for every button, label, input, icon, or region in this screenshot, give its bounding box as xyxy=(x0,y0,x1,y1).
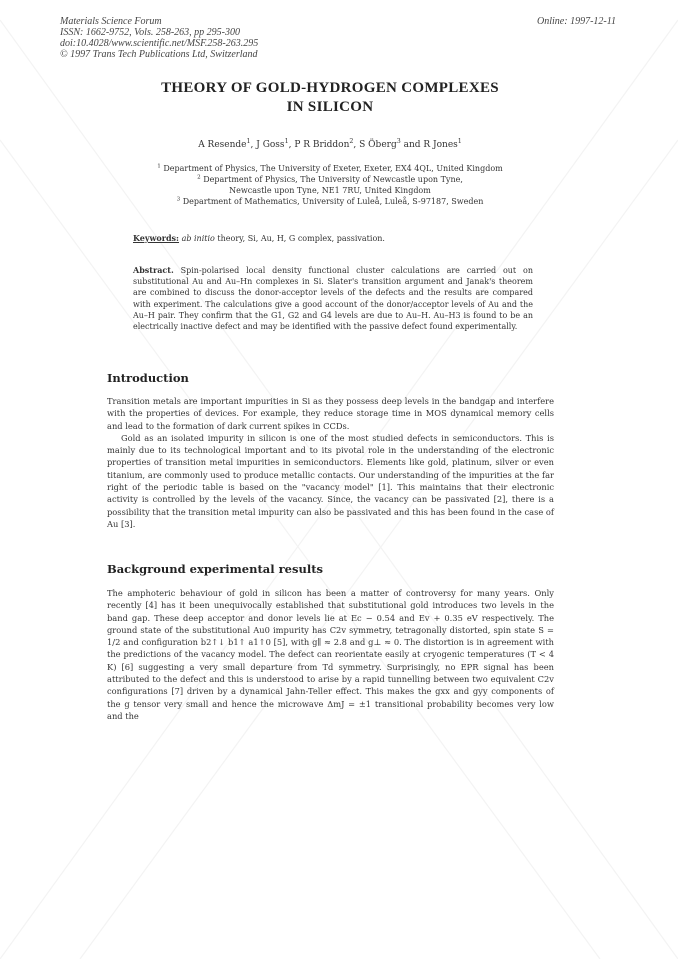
author-affiliation-mark: 2 xyxy=(349,138,354,145)
abstract-label: Abstract. xyxy=(133,265,174,275)
title-line-2: IN SILICON xyxy=(286,99,374,115)
keywords-label: Keywords: xyxy=(133,233,180,243)
author-affiliation-mark: 3 xyxy=(396,138,401,145)
author: P R Briddon xyxy=(294,140,350,150)
abstract-text: Spin-polarised local density functional cluster calculations are carried out on substitutional Au and Au–Hn complexes in Si. Slater's transition argument and Janak's theorem are combined to discuss the donor-acceptor levels of the defects and the results are compared with experiment. The calculations give a good account of the donor/acceptor levels of Au and the Au–H pair. They confirm that the G1, G2 and G4 levels are due to Au–H. Au–H3 is found to be an electrically inactive defect and may be identified with the passive defect found experimentally. xyxy=(133,266,533,332)
author: S Öberg xyxy=(359,140,397,150)
author-list: A Resende$^1$, J Goss$^1$, P R Briddon$^2$, S Öberg$^3$ and R Jones$^1$ xyxy=(198,138,462,150)
section-introduction-title: Introduction xyxy=(107,371,189,385)
background-paragraph: The amphoteric behaviour of gold in silicon has been a matter of controversy for many years. Only recently [4] has it been unequivocally established that substitutional gold introduces two levels in the band gap. These deep acceptor and donor levels lie at Ec − 0.54 and Ev + 0.35 eV respectively. The ground state of the substitutional Au0 impurity has C2v symmetry, tetragonally distorted, spin state S = 1/2 and configuration b2↑↓ b1↑ a1↑0 [5], with g∥ ≈ 2.8 and g⊥ ≈ 0. The distortion is in agreement with the predictions of the vacancy model. The defect can reorientate easily at cryogenic temperatures (T < 4 K) [6] suggesting a very small departure from Td symmetry. Surprisingly, no EPR signal has been attributed to the defect and this is understood to arise by a rapid tunnelling between two equivalent C2v configurations [7] driven by a dynamical Jahn-Teller effect. This makes the gxx and gyy components of the g tensor very small and hence the microwave ΔmJ = ±1 transitional probability becomes very low and the xyxy=(107,588,554,721)
intro-paragraph-1: Transition metals are important impurities in Si as they possess deep levels in the bandgap and interfere with the properties of devices. For example, they reduce storage time in MOS dynamical memory cells and lead to the formation of dark current spikes in CCDs. xyxy=(107,396,554,431)
affiliation-2: $^2$ Department of Physics, The University of Newcastle upon Tyne, xyxy=(197,174,463,184)
author-affiliation-mark: 1 xyxy=(284,138,289,145)
issn-line: ISSN: 1662-9752, Vols. 258-263, pp 295-300 xyxy=(60,27,240,38)
author: J Goss xyxy=(256,140,285,150)
affiliations xyxy=(100,163,560,207)
online-date: Online: 1997-12-11 xyxy=(537,16,616,27)
section-background-title: Background experimental results xyxy=(107,562,323,576)
affiliation-2-cont: Newcastle upon Tyne, NE1 7RU, United Kingdom xyxy=(229,186,431,195)
affiliation-3: $^3$ Department of Mathematics, University of Luleå, Luleå, S-97187, Sweden xyxy=(176,196,484,206)
title-line-1: THEORY OF GOLD-HYDROGEN COMPLEXES xyxy=(161,80,499,96)
author-affiliation-mark: 1 xyxy=(246,138,251,145)
introduction-body xyxy=(107,395,554,530)
author-affiliation-mark: 1 xyxy=(457,138,462,145)
doi-line[interactable]: doi:10.4028/www.scientific.net/MSF.258-263.295 xyxy=(60,38,259,49)
journal-header xyxy=(60,16,258,60)
author: A Resende xyxy=(198,140,247,150)
paper-title xyxy=(100,79,560,117)
author: R Jones xyxy=(423,140,458,150)
intro-paragraph-2: Gold as an isolated impurity in silicon is one of the most studied defects in semiconductors. This is mainly due to its technological important and to its pivotal role in the understanding of the electronic properties of transition metal impurities in semiconductors. Elements like gold, platinum, silver or even titanium, are commonly used to produce metallic contacts. Our understanding of the impurities at the far right of the periodic table is based on the "vacancy model" [1]. This maintains that their electronic activity is controlled by the levels of the vacancy. Since, the vacancy can be passivated [2], there is a possibility that the transition metal impurity can also be passivated and this has been found in the case of Au [3]. xyxy=(107,432,554,529)
keywords: Keywords: ab initio theory, Si, Au, H, G complex, passivation. xyxy=(133,233,385,243)
copyright-line: © 1997 Trans Tech Publications Ltd, Switzerland xyxy=(60,49,258,60)
abstract xyxy=(133,265,533,332)
affiliation-1: $^1$ Department of Physics, The University of Exeter, Exeter, EX4 4QL, United Kingdom xyxy=(157,163,503,173)
journal-name: Materials Science Forum xyxy=(60,16,162,27)
